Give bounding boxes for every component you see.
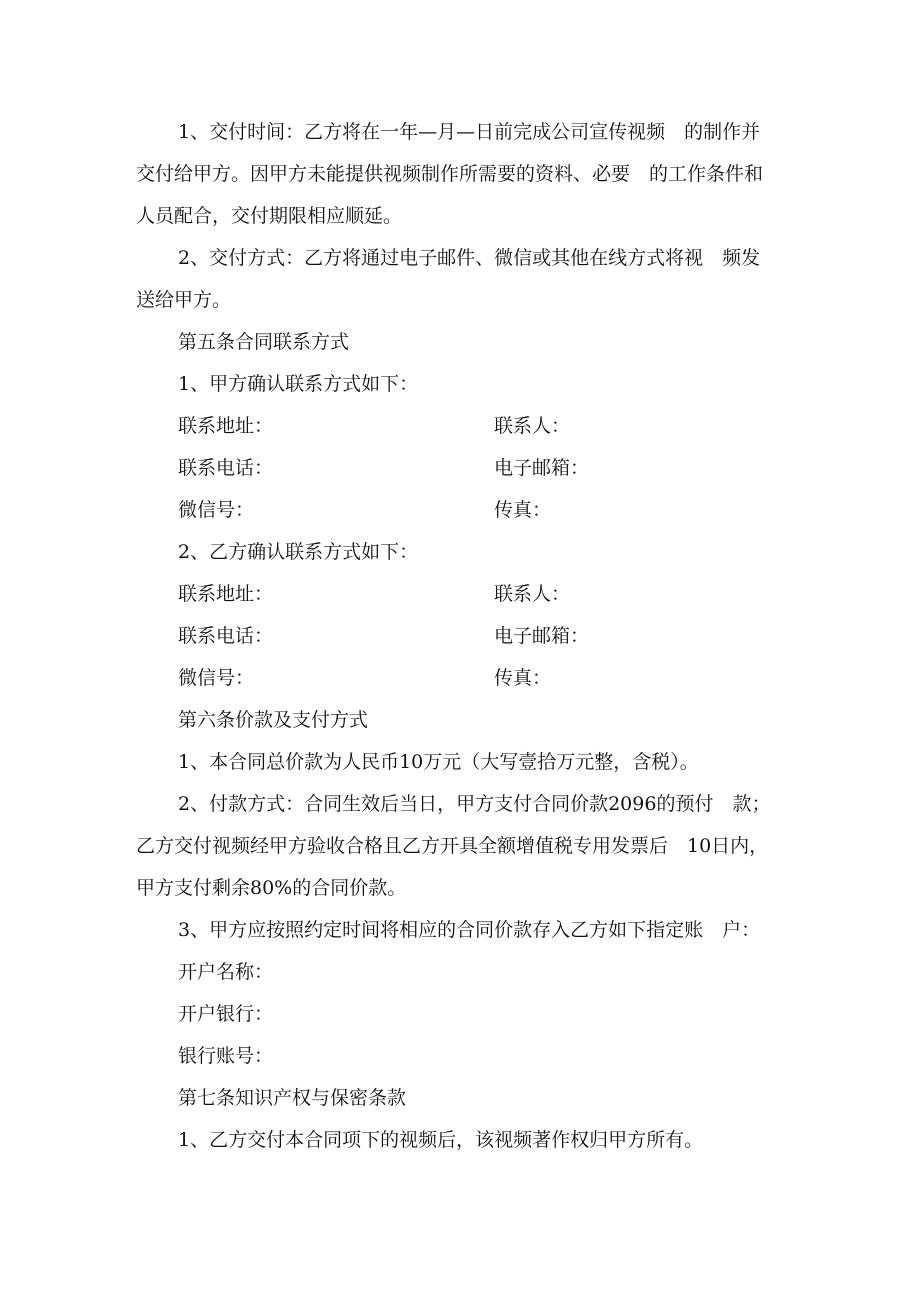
party-a-intro: 1、甲方确认联系方式如下：	[178, 373, 419, 395]
account-instruction-line: 3、甲方应按照约定时间将相应的合同价款存入乙方如下指定账 户：	[178, 919, 761, 941]
article5-title: 第五条合同联系方式	[178, 331, 350, 353]
payment-method-line-1: 2、付款方式：合同生效后当日，甲方支付合同价款2096的预付 款；	[178, 793, 771, 815]
party-a-fax-label: 传真：	[494, 499, 552, 521]
party-a-wechat-label: 微信号：	[178, 499, 255, 521]
account-name-label: 开户名称：	[178, 961, 274, 983]
party-b-phone-label: 联系电话：	[178, 625, 274, 647]
party-b-email-label: 电子邮箱：	[494, 625, 590, 647]
payment-method-line-2: 乙方交付视频经甲方验收合格且乙方开具全额增值税专用发票后 10日内，	[136, 835, 769, 857]
party-b-fax-label: 传真：	[494, 667, 552, 689]
payment-method-line-3: 甲方支付剩余80%的合同价款。	[136, 877, 407, 899]
party-a-contact-label: 联系人：	[494, 415, 571, 437]
party-a-address-label: 联系地址：	[178, 415, 274, 437]
delivery-time-line-1: 1、交付时间：乙方将在一年—月—日前完成公司宣传视频 的制作并	[178, 121, 761, 143]
party-b-wechat-label: 微信号：	[178, 667, 255, 689]
party-a-phone-label: 联系电话：	[178, 457, 274, 479]
article6-title: 第六条价款及支付方式	[178, 709, 369, 731]
delivery-time-line-2: 交付给甲方。因甲方未能提供视频制作所需要的资料、必要 的工作条件和	[136, 163, 764, 185]
delivery-method-line-1: 2、交付方式：乙方将通过电子邮件、微信或其他在线方式将视 频发	[178, 247, 761, 269]
delivery-method-line-2: 送给甲方。	[136, 289, 232, 311]
delivery-time-line-3: 人员配合，交付期限相应顺延。	[136, 205, 403, 227]
party-b-contact-label: 联系人：	[494, 583, 571, 605]
total-price-line: 1、本合同总价款为人民币10万元（大写壹拾万元整，含税）。	[178, 751, 699, 773]
bank-label: 开户银行：	[178, 1003, 274, 1025]
copyright-line: 1、乙方交付本合同项下的视频后，该视频著作权归甲方所有。	[178, 1129, 704, 1151]
account-number-label: 银行账号：	[178, 1045, 274, 1067]
article7-title: 第七条知识产权与保密条款	[178, 1087, 407, 1109]
party-b-address-label: 联系地址：	[178, 583, 274, 605]
party-a-email-label: 电子邮箱：	[494, 457, 590, 479]
party-b-intro: 2、乙方确认联系方式如下：	[178, 541, 419, 563]
